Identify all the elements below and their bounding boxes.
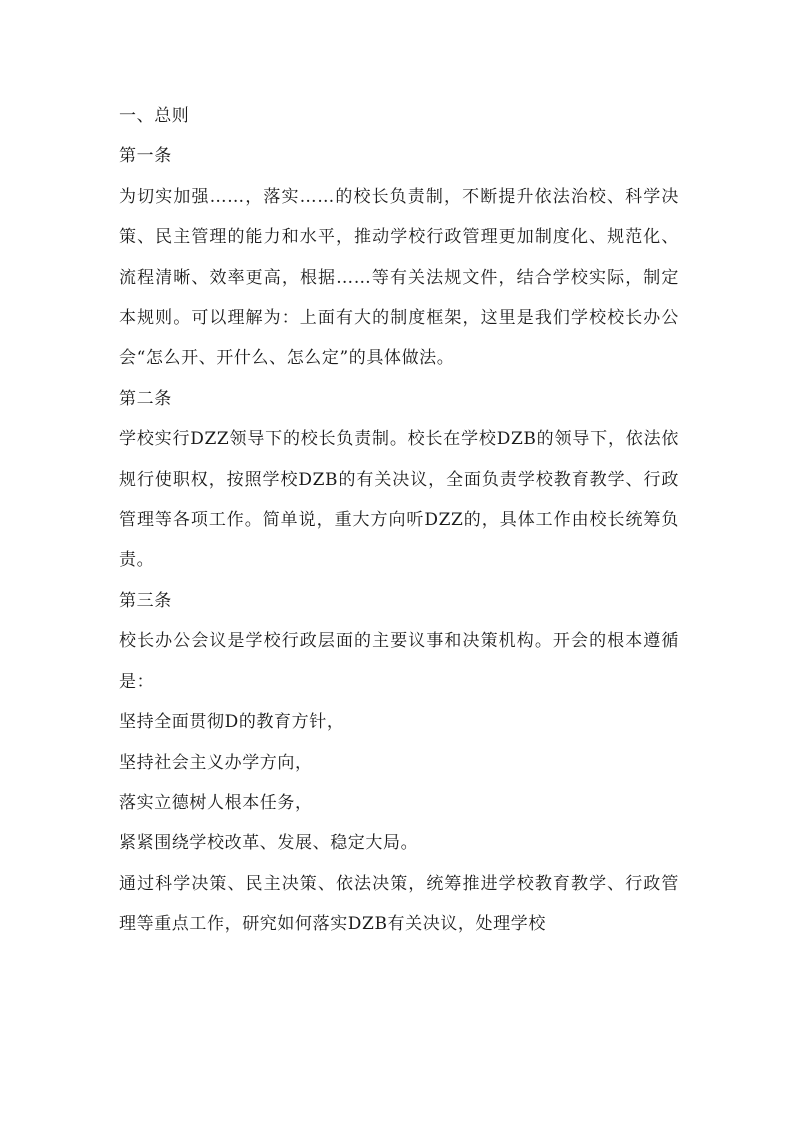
principle-item-2: 坚持社会主义办学方向， (119, 752, 313, 773)
article-2-heading: 第二条 (119, 388, 172, 409)
closing-paragraph: 通过科学决策、民主决策、依法决策，统筹推进学校教育教学、行政管理等重点工作，研究如何落实DZB有关决议，处理学校 (119, 873, 679, 935)
article-1-heading: 第一条 (119, 146, 172, 167)
principle-item-1: 坚持全面贯彻D的教育方针， (119, 712, 345, 733)
principle-item-3: 落实立德树人根本任务， (119, 792, 313, 813)
principle-item-4: 紧紧围绕学校改革、发展、稳定大局。 (119, 833, 419, 854)
article-2-text: 学校实行DZZ领导下的校长负责制。校长在学校DZB的领导下，依法依规行使职权，按照学校DZB的有关决议，全面负责学校教育教学、行政管理等各项工作。简单说，重大方向听DZZ的，具体工作由校长统筹负责。 (119, 429, 679, 571)
document-body (119, 96, 679, 945)
section-title: 一、总则 (119, 106, 190, 126)
article-3-text: 校长办公会议是学校行政层面的主要议事和决策机构。开会的根本遵循是： (119, 631, 679, 692)
article-3-heading: 第三条 (119, 590, 172, 611)
article-1-text: 为切实加强……，落实……的校长负责制，不断提升依法治校、科学决策、民主管理的能力和水平，推动学校行政管理更加制度化、规范化、流程清晰、效率更高，根据……等有关法规文件，结合学校实际，制定本规则。可以理解为：上面有大的制度框架，这里是我们学校校长办公会“怎么开、开什么、怎么定”的具体做法。 (119, 186, 679, 369)
